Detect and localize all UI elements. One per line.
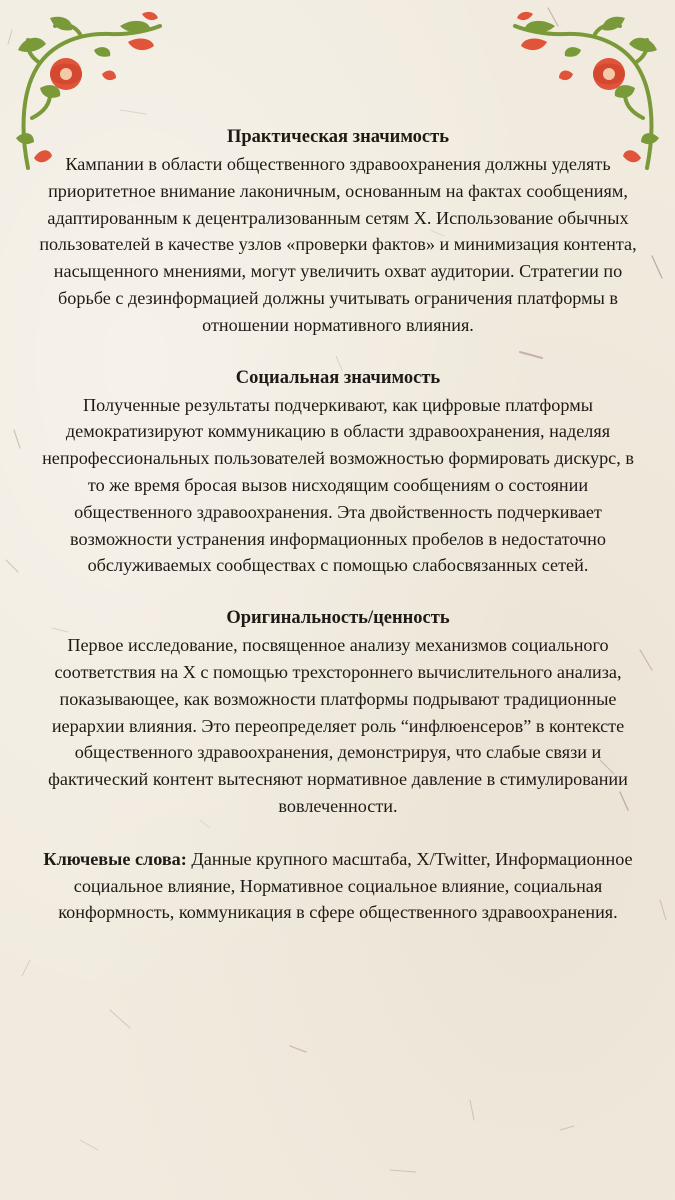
section-social-significance	[38, 365, 638, 580]
section-practical-significance	[38, 124, 638, 339]
section-heading: Оригинальность/ценность	[226, 608, 450, 629]
keywords-paragraph	[38, 846, 638, 926]
section-originality-value	[38, 605, 638, 820]
section-body: Полученные результаты подчеркивают, как цифровые платформы демократизируют коммуникацию в области здравоохранения, наделяя непрофессиональных пользователей возможностью формировать дискурс, в то же время бросая вызов нисходящим сообщениям о состоянии общественного здравоохранения. Эта двойственность подчеркивает возможности устранения информационных пробелов в недостаточно обслуживаемых сообществах с помощью слабосвязанных сетей.	[42, 394, 634, 576]
section-heading: Социальная значимость	[235, 367, 441, 388]
section-body: Первое исследование, посвященное анализу механизмов социального соответствия на X с помощью трехстороннего вычислительного анализа, показывающее, как возможности платформы подрывают традиционные иерархии влияния. Это переопределяет роль “инфлюенсеров” в контексте общественного здравоохранения, демонстрируя, что слабые связи и фактический контент вытесняют нормативное давление в стимулировании вовлеченности.	[48, 635, 628, 816]
section-heading: Практическая значимость	[226, 127, 450, 147]
keywords-text: Данные крупного масштаба, X/Twitter, Информационное социальное влияние, Нормативное социальное влияние, социальная конформность, коммуникация в сфере общественного здравоохранения.	[58, 848, 633, 923]
section-body: Кампании в области общественного здравоохранения должны уделять приоритетное внимание лаконичным, основанным на фактах сообщениям, адаптированным к децентрализованным сетям X. Использование обычных пользователей в качестве узлов «проверки фактов» и минимизация контента, насыщенного мнениями, могут увеличить охват аудитории. Стратегии по борьбе с дезинформацией должны учитывать ограничения платформы в отношении нормативного влияния.	[39, 154, 637, 335]
keywords-label: Ключевые слова:	[43, 848, 187, 869]
document-body	[38, 124, 638, 926]
